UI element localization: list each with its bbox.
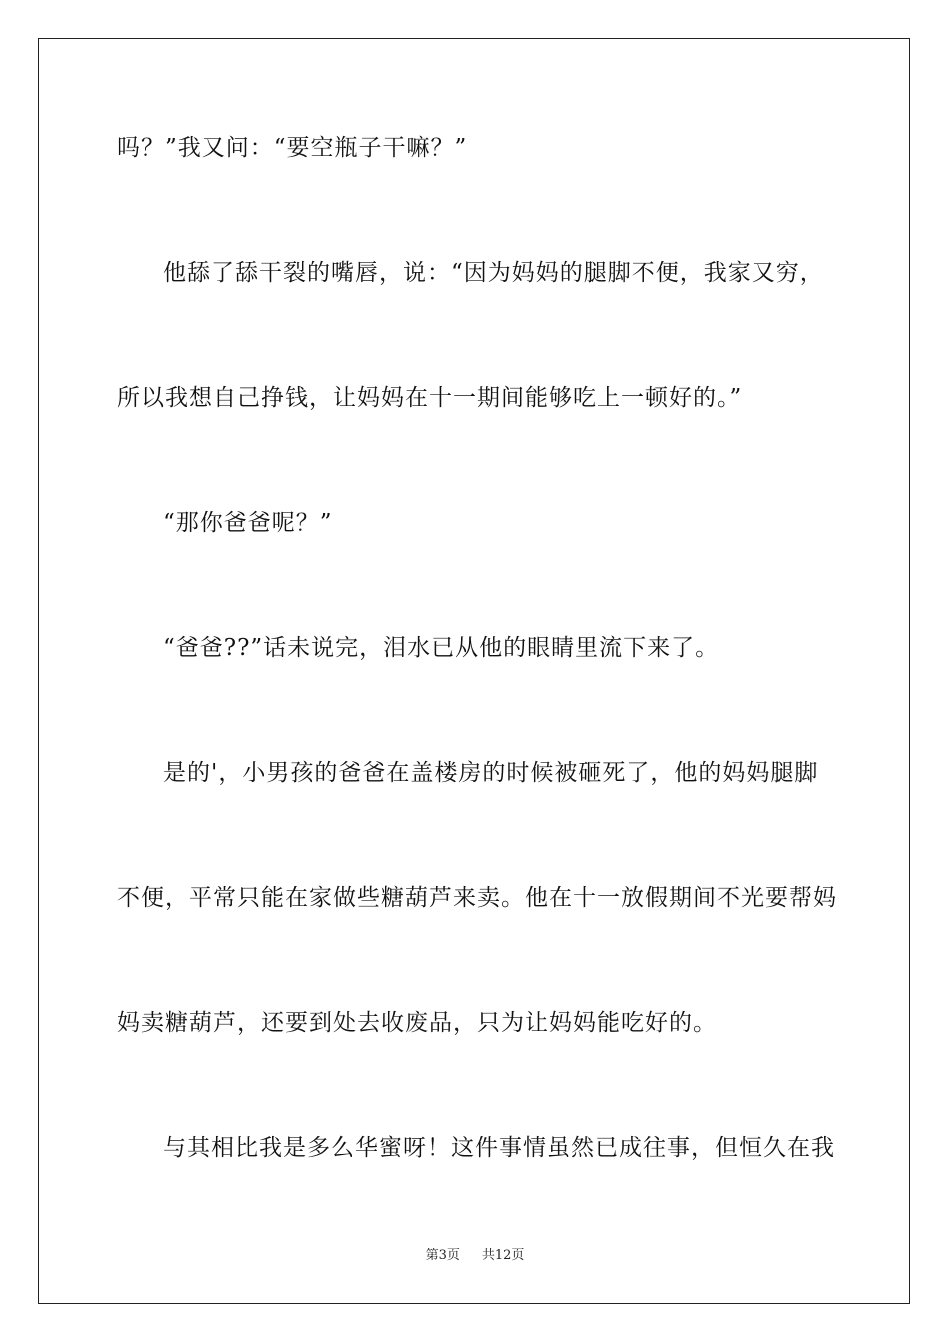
- text-line: 妈卖糖葫芦，还要到处去收废品，只为让妈妈能吃好的。: [117, 1010, 717, 1036]
- text-line: 不便，平常只能在家做些糖葫芦来卖。他在十一放假期间不光要帮妈: [117, 885, 837, 911]
- page-total: 共12页: [481, 1248, 525, 1263]
- text-line: 与其相比我是多么华蜜呀！这件事情虽然已成往事，但恒久在我: [163, 1135, 835, 1161]
- page-border: [38, 38, 910, 1304]
- text-line: 吗？”我又问：“要空瓶子干嘛？”: [117, 135, 468, 161]
- text-line: “爸爸??”话未说完，泪水已从他的眼睛里流下来了。: [163, 635, 720, 661]
- text-line: 是的'，小男孩的爸爸在盖楼房的时候被砸死了，他的妈妈腿脚: [163, 760, 819, 786]
- page-footer: [0, 1246, 950, 1266]
- text-line: 所以我想自己挣钱，让妈妈在十一期间能够吃上一顿好的。”: [117, 385, 743, 411]
- text-line: “那你爸爸呢？”: [163, 510, 333, 536]
- page-number: 第3页: [425, 1248, 460, 1263]
- text-line: 他舔了舔干裂的嘴唇，说：“因为妈妈的腿脚不便，我家又穷，: [163, 260, 824, 286]
